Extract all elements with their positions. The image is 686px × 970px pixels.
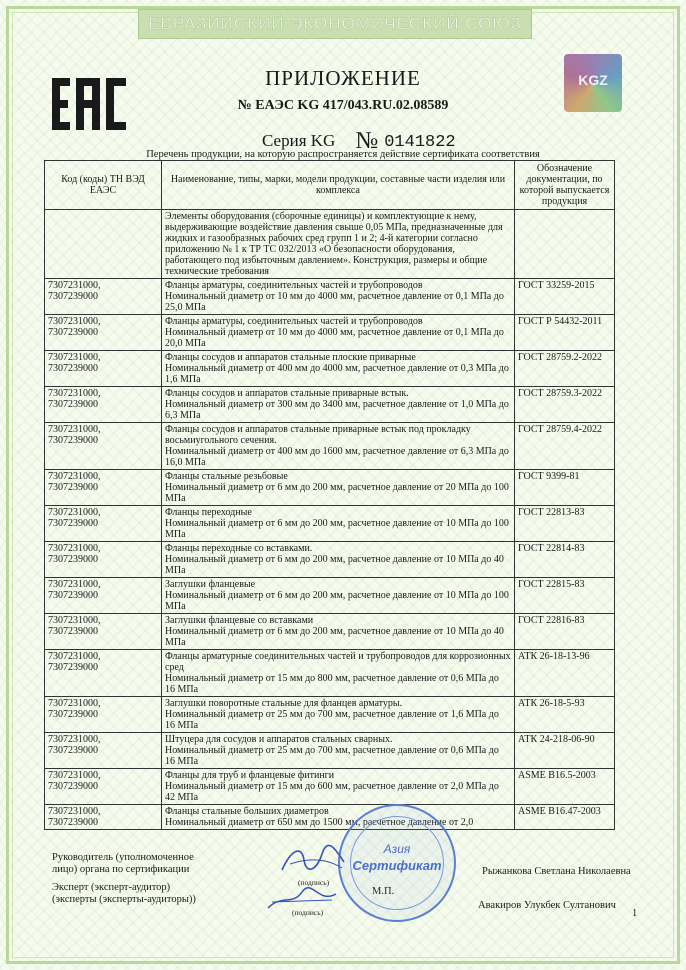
product-cell: Фланцы арматуры, соединительных частей и трубопроводов Номинальный диаметр от 10 мм до 4000 мм, расчетное давление от 0,1 МПа до 25,0 МПа bbox=[162, 279, 515, 315]
table-row bbox=[45, 578, 615, 614]
doc-cell: ГОСТ 28759.4-2022 bbox=[515, 423, 615, 470]
table-row bbox=[45, 697, 615, 733]
code-cell: 7307231000, 7307239000 bbox=[45, 697, 162, 733]
doc-cell: ГОСТ 22813-83 bbox=[515, 506, 615, 542]
expert-label: Эксперт (эксперт-аудитор) (эксперты (эксперты-аудиторы)) bbox=[52, 882, 196, 905]
header-doc: Обозначение документации, по которой выпускается продукция bbox=[515, 161, 615, 210]
code-cell: 7307231000, 7307239000 bbox=[45, 279, 162, 315]
product-cell: Фланцы сосудов и аппаратов стальные приварные встык под прокладку восьмиугольного сечения. Номинальный диаметр от 400 мм до 1600 мм, расчетное давление от 6,3 МПа до 16,0 МПа bbox=[162, 423, 515, 470]
product-cell: Заглушки поворотные стальные для фланцев арматуры. Номинальный диаметр от 25 мм до 700 мм, расчетное давление от 1,6 МПа до 16 МПа bbox=[162, 697, 515, 733]
signature-expert-icon bbox=[262, 884, 342, 914]
doc-cell: АТК 26-18-5-93 bbox=[515, 697, 615, 733]
certificate-number: № ЕАЭС KG 417/043.RU.02.08589 bbox=[237, 98, 449, 113]
code-cell: 7307231000, 7307239000 bbox=[45, 769, 162, 805]
code-cell: 7307231000, 7307239000 bbox=[45, 578, 162, 614]
code-cell: 7307231000, 7307239000 bbox=[45, 470, 162, 506]
doc-cell: ASME B16.47-2003 bbox=[515, 805, 615, 830]
code-cell: 7307231000, 7307239000 bbox=[45, 733, 162, 769]
code-cell: 7307231000, 7307239000 bbox=[45, 315, 162, 351]
product-cell: Фланцы стальные резьбовые Номинальный диаметр от 6 мм до 200 мм, расчетное давление от 20 МПа до 100 МПа bbox=[162, 470, 515, 506]
product-cell: Фланцы сосудов и аппаратов стальные плоские приварные Номинальный диаметр от 400 мм до 4000 мм, расчетное давление от 0,3 МПа до 1,6 МПа bbox=[162, 351, 515, 387]
doc-cell: ГОСТ 22815-83 bbox=[515, 578, 615, 614]
table-row bbox=[45, 351, 615, 387]
page-number: 1 bbox=[632, 908, 638, 919]
doc-cell: ГОСТ 28759.2-2022 bbox=[515, 351, 615, 387]
product-cell: Фланцы переходные со вставками. Номинальный диаметр от 6 мм до 200 мм, расчетное давление от 10 МПа до 40 МПа bbox=[162, 542, 515, 578]
table-row bbox=[45, 387, 615, 423]
table-row bbox=[45, 769, 615, 805]
seal-place-label: М.П. bbox=[372, 886, 395, 897]
product-cell: Фланцы арматуры, соединительных частей и трубопроводов Номинальный диаметр от 10 мм до 4000 мм, расчетное давление от 0,1 МПа до 20,0 МПа bbox=[162, 315, 515, 351]
table-row bbox=[45, 423, 615, 470]
product-cell: Заглушки фланцевые Номинальный диаметр от 6 мм до 200 мм, расчетное давление от 10 МПа до 100 МПа bbox=[162, 578, 515, 614]
organization-stamp bbox=[338, 804, 456, 922]
number-sign: № bbox=[355, 128, 379, 154]
signature-caption-2: (подпись) bbox=[292, 908, 324, 917]
series-label: Серия KG bbox=[262, 131, 336, 150]
intro-text: Элементы оборудования (сборочные единицы) и комплектующие к нему, выдерживающие воздействие давления свыше 0,05 МПа, предназначенные для жидких и газообразных рабочих сред групп 1 и 2; 4-й категории согласно приложению № 1 к ТР ТС 032/2013 «О безопасности оборудования, работающего под избыточным давлением». Конструкция, размеры и общие технические требования bbox=[162, 210, 515, 279]
head-name: Рыжанкова Светлана Николаевна bbox=[482, 866, 631, 877]
code-cell: 7307231000, 7307239000 bbox=[45, 614, 162, 650]
doc-cell: ГОСТ 28759.3-2022 bbox=[515, 387, 615, 423]
stamp-line-2: Сертификат bbox=[352, 858, 442, 873]
table-row bbox=[45, 805, 615, 830]
table-row bbox=[45, 506, 615, 542]
product-cell: Фланцы стальные больших диаметров Номинальный диаметр от 650 мм до 1500 мм, расчетное давление от 2,0 bbox=[162, 805, 515, 830]
code-cell: 7307231000, 7307239000 bbox=[45, 351, 162, 387]
product-cell: Фланцы для труб и фланцевые фитинги Номинальный диаметр от 15 мм до 600 мм, расчетное давление от 2,0 МПа до 42 МПа bbox=[162, 769, 515, 805]
product-cell: Фланцы переходные Номинальный диаметр от 6 мм до 200 мм, расчетное давление от 10 МПа до 100 МПа bbox=[162, 506, 515, 542]
product-cell: Заглушки фланцевые со вставками Номинальный диаметр от 6 мм до 200 мм, расчетное давление от 10 МПа до 40 МПа bbox=[162, 614, 515, 650]
table-row bbox=[45, 470, 615, 506]
code-cell: 7307231000, 7307239000 bbox=[45, 542, 162, 578]
code-cell: 7307231000, 7307239000 bbox=[45, 650, 162, 697]
expert-name: Авакиров Улукбек Султанович bbox=[478, 900, 616, 911]
header-name: Наименование, типы, марки, модели продукции, составные части изделия или комплекса bbox=[162, 161, 515, 210]
table-row bbox=[45, 279, 615, 315]
product-cell: Штуцера для сосудов и аппаратов стальных сварных. Номинальный диаметр от 25 мм до 700 мм, расчетное давление от 0,6 МПа до 16 МПа bbox=[162, 733, 515, 769]
code-cell: 7307231000, 7307239000 bbox=[45, 423, 162, 470]
doc-cell: ГОСТ 9399-81 bbox=[515, 470, 615, 506]
code-cell: 7307231000, 7307239000 bbox=[45, 805, 162, 830]
table-intro-row bbox=[45, 210, 615, 279]
signature-caption-1: (подпись) bbox=[298, 878, 330, 887]
table-caption: Перечень продукции, на которую распространяется действие сертификата соответствия bbox=[146, 149, 540, 160]
serial-number: 0141822 bbox=[384, 133, 456, 152]
product-cell: Фланцы сосудов и аппаратов стальные приварные встык. Номинальный диаметр от 300 мм до 3400 мм, расчетное давление от 1,0 МПа до 6,3 МПа bbox=[162, 387, 515, 423]
table-row bbox=[45, 733, 615, 769]
head-label: Руководитель (уполномоченное лицо) органа по сертификации bbox=[52, 852, 194, 875]
doc-cell: ГОСТ 22814-83 bbox=[515, 542, 615, 578]
hologram-text: KGZ bbox=[578, 72, 608, 88]
product-table bbox=[44, 160, 615, 830]
table-row bbox=[45, 315, 615, 351]
table-row bbox=[45, 650, 615, 697]
product-cell: Фланцы арматурные соединительных частей и трубопроводов для коррозионных сред Номинальный диаметр от 15 мм до 800 мм, расчетное давление от 0,6 МПа до 16 МПа bbox=[162, 650, 515, 697]
doc-cell: ASME B16.5-2003 bbox=[515, 769, 615, 805]
code-cell: 7307231000, 7307239000 bbox=[45, 506, 162, 542]
stamp-line-1: Азия bbox=[383, 842, 411, 856]
doc-cell: ГОСТ 33259-2015 bbox=[515, 279, 615, 315]
doc-cell: АТК 26-18-13-96 bbox=[515, 650, 615, 697]
signature-head-icon bbox=[278, 842, 348, 878]
doc-cell: ГОСТ Р 54432-2011 bbox=[515, 315, 615, 351]
table-row bbox=[45, 614, 615, 650]
doc-cell: АТК 24-218-06-90 bbox=[515, 733, 615, 769]
header-code: Код (коды) ТН ВЭД ЕАЭС bbox=[45, 161, 162, 210]
doc-cell: ГОСТ 22816-83 bbox=[515, 614, 615, 650]
table-row bbox=[45, 542, 615, 578]
document-title: ПРИЛОЖЕНИЕ bbox=[265, 66, 421, 90]
eaeu-banner: ЕВРАЗИЙСКИЙ ЭКОНОМИЧЕСКИЙ СОЮЗ bbox=[138, 9, 532, 39]
table-header-row bbox=[45, 161, 615, 210]
code-cell: 7307231000, 7307239000 bbox=[45, 387, 162, 423]
